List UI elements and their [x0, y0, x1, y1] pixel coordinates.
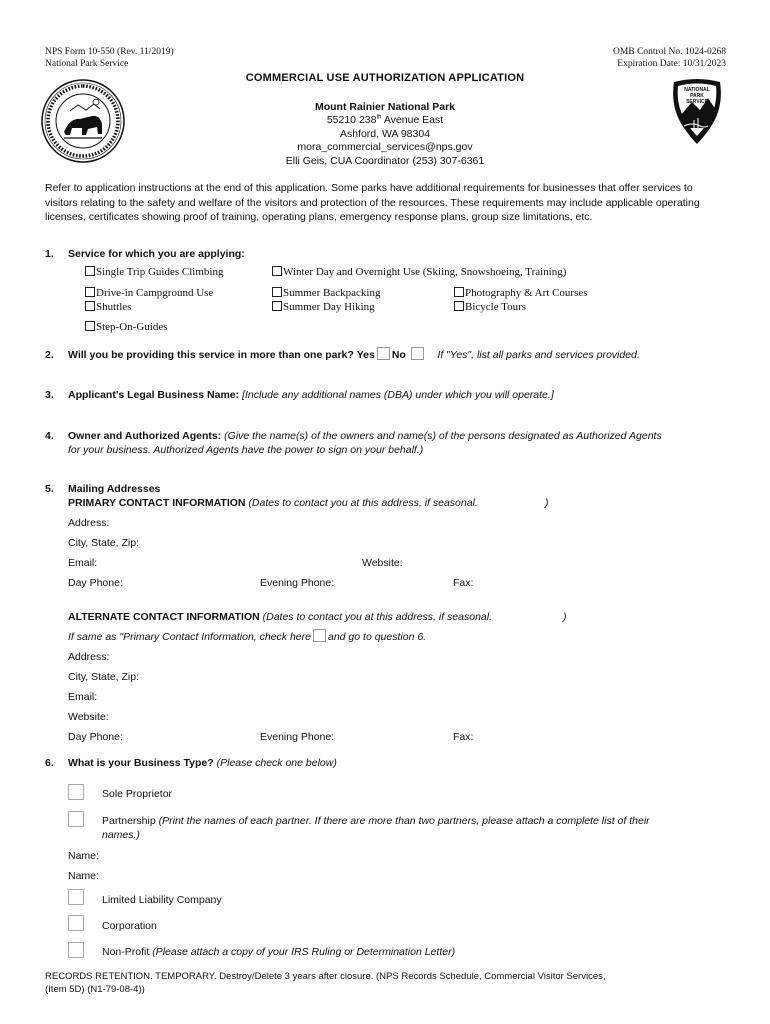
q6-note: (Please check one below)	[216, 757, 337, 769]
nonprofit-label: Non-Profit	[102, 946, 150, 958]
corporation-checkbox[interactable]	[68, 915, 84, 931]
option-photography[interactable]: Photography & Art Courses	[454, 287, 588, 299]
q2-row	[68, 347, 640, 361]
agency-name: National Park Service	[45, 59, 129, 69]
q4-number: 4.	[45, 430, 54, 442]
q5-number: 5.	[45, 483, 54, 495]
alternate-day-phone-label: Day Phone:	[68, 731, 123, 743]
partnership-note-line2: names.)	[102, 829, 140, 841]
partnership-row	[102, 815, 650, 827]
cua-coordinator: Elli Geis, CUA Coordinator (253) 307-6361	[285, 155, 485, 167]
checkbox[interactable]	[85, 287, 95, 297]
q3-label: Applicant's Legal Business Name:	[68, 389, 240, 401]
intro-paragraph: Refer to application instructions at the end of this application. Some parks have additional requirements for businesses that offer services to visitors relating to the safety and welfare of the visitors and protection of the resources. These requirements may include applicable operating licenses, certificates showing proof of training, operating plans, emergency response plans, group size limitations, etc.	[45, 182, 700, 223]
q2-number: 2.	[45, 349, 54, 361]
q2-yes-checkbox[interactable]	[377, 347, 390, 360]
form-number: NPS Form 10-550 (Rev. 11/2019)	[45, 47, 174, 57]
q4-note-line1: (Give the name(s) of the owners and name(s) of the persons designated as Authorized Agents	[224, 430, 662, 442]
q6-row	[68, 757, 337, 769]
q3-row	[68, 389, 554, 401]
alternate-close-paren: )	[563, 611, 567, 623]
nonprofit-note: (Please attach a copy of your IRS Ruling or Determination Letter)	[152, 946, 456, 958]
alternate-contact-heading: ALTERNATE CONTACT INFORMATION	[68, 611, 260, 623]
partner-name-label-2: Name:	[68, 870, 99, 882]
primary-email-label: Email:	[68, 557, 98, 569]
q5-label: Mailing Addresses	[68, 483, 161, 495]
partnership-label: Partnership	[102, 815, 156, 827]
park-city-address: Ashford, WA 98304	[339, 128, 431, 140]
partner-name-label-1: Name:	[68, 850, 99, 862]
option-drive-in[interactable]: Drive-in Campground Use	[85, 287, 213, 299]
primary-day-phone-label: Day Phone:	[68, 577, 123, 589]
option-step-on[interactable]: Step-On-Guides	[85, 321, 168, 333]
records-retention-line1: RECORDS RETENTION. TEMPORARY. Destroy/Delete 3 years after closure. (NPS Records Schedule, Commercial Visitor Services,	[45, 971, 606, 982]
q4-label: Owner and Authorized Agents:	[68, 430, 222, 442]
checkbox[interactable]	[272, 266, 282, 276]
option-summer-day-hiking[interactable]: Summer Day Hiking	[272, 301, 375, 313]
option-winter[interactable]: Winter Day and Overnight Use (Skiing, Snowshoeing, Training)	[272, 266, 566, 278]
q3-number: 3.	[45, 389, 54, 401]
primary-address-label: Address:	[68, 517, 110, 529]
primary-close-paren: )	[545, 497, 549, 509]
llc-label: Limited Liability Company	[102, 894, 222, 906]
primary-website-label: Website:	[362, 557, 403, 569]
partnership-note-line1: (Print the names of each partner. If there are more than two partners, please attach a complete list of their	[158, 815, 650, 827]
q3-note: [Include any additional names (DBA) under which you will operate.]	[242, 389, 554, 401]
option-single-trip[interactable]: Single Trip Guides Climbing	[85, 266, 223, 278]
primary-evening-phone-label: Evening Phone:	[260, 577, 335, 589]
alternate-contact-note: (Dates to contact you at this address, if seasonal.	[262, 611, 492, 623]
primary-contact-heading: PRIMARY CONTACT INFORMATION	[68, 497, 246, 509]
option-shuttles[interactable]: Shuttles	[85, 301, 131, 313]
q2-yes-label: Yes	[356, 349, 375, 361]
svg-text:PARK: PARK	[690, 93, 704, 99]
checkbox[interactable]	[272, 301, 282, 311]
records-retention-line2: (Item 5D) (N1-79-08-4))	[45, 984, 145, 995]
omb-control-number: OMB Control No. 1024-0268	[613, 47, 726, 57]
q2-note: If "Yes", list all parks and services provided.	[437, 349, 640, 361]
q1-label: Service for which you are applying:	[68, 248, 245, 260]
partnership-checkbox[interactable]	[68, 811, 84, 827]
primary-contact-heading-row	[68, 497, 478, 509]
checkbox[interactable]	[85, 321, 95, 331]
park-street-address: 55210 238th Avenue East	[326, 114, 444, 126]
checkbox[interactable]	[454, 287, 464, 297]
llc-checkbox[interactable]	[68, 889, 84, 905]
option-summer-backpacking[interactable]: Summer Backpacking	[272, 287, 380, 299]
q4-row	[68, 430, 662, 442]
q2-no-checkbox[interactable]	[411, 347, 424, 360]
svg-text:NATIONAL: NATIONAL	[684, 87, 710, 93]
q4-note-line2: for your business. Authorized Agents have the power to sign on your behalf.)	[68, 444, 424, 456]
svg-text:SERVICE: SERVICE	[686, 99, 708, 105]
park-name: Mount Rainier National Park	[314, 101, 456, 113]
alternate-website-label: Website:	[68, 711, 109, 723]
sole-proprietor-label: Sole Proprietor	[102, 788, 173, 800]
form-title: COMMERCIAL USE AUTHORIZATION APPLICATION	[245, 72, 525, 84]
expiration-date: Expiration Date: 10/31/2023	[617, 59, 726, 69]
alternate-email-label: Email:	[68, 691, 98, 703]
checkbox[interactable]	[85, 266, 95, 276]
primary-contact-note: (Dates to contact you at this address, if seasonal.	[248, 497, 478, 509]
sole-proprietor-checkbox[interactable]	[68, 784, 84, 800]
q6-label: What is your Business Type?	[68, 757, 214, 769]
q2-no-label: No	[391, 349, 406, 361]
park-email: mora_commercial_services@nps.gov	[297, 141, 473, 153]
primary-fax-label: Fax:	[453, 577, 474, 589]
q2-label: Will you be providing this service in more than one park?	[68, 349, 354, 361]
same-as-primary-row: If same as "Primary Contact Information, check here and go to question 6.	[68, 631, 427, 643]
alternate-city-label: City, State, Zip:	[68, 671, 139, 683]
alternate-fax-label: Fax:	[453, 731, 474, 743]
checkbox[interactable]	[85, 301, 95, 311]
checkbox[interactable]	[272, 287, 282, 297]
alternate-address-label: Address:	[68, 651, 110, 663]
q1-number: 1.	[45, 248, 54, 260]
q6-number: 6.	[45, 757, 54, 769]
nonprofit-row	[102, 946, 455, 958]
nonprofit-checkbox[interactable]	[68, 942, 84, 958]
corporation-label: Corporation	[102, 920, 157, 932]
alternate-contact-heading-row	[68, 611, 492, 623]
checkbox[interactable]	[454, 301, 464, 311]
alternate-evening-phone-label: Evening Phone:	[260, 731, 335, 743]
option-bicycle[interactable]: Bicycle Tours	[454, 301, 526, 313]
same-as-primary-checkbox[interactable]	[313, 629, 326, 642]
primary-city-label: City, State, Zip:	[68, 537, 139, 549]
